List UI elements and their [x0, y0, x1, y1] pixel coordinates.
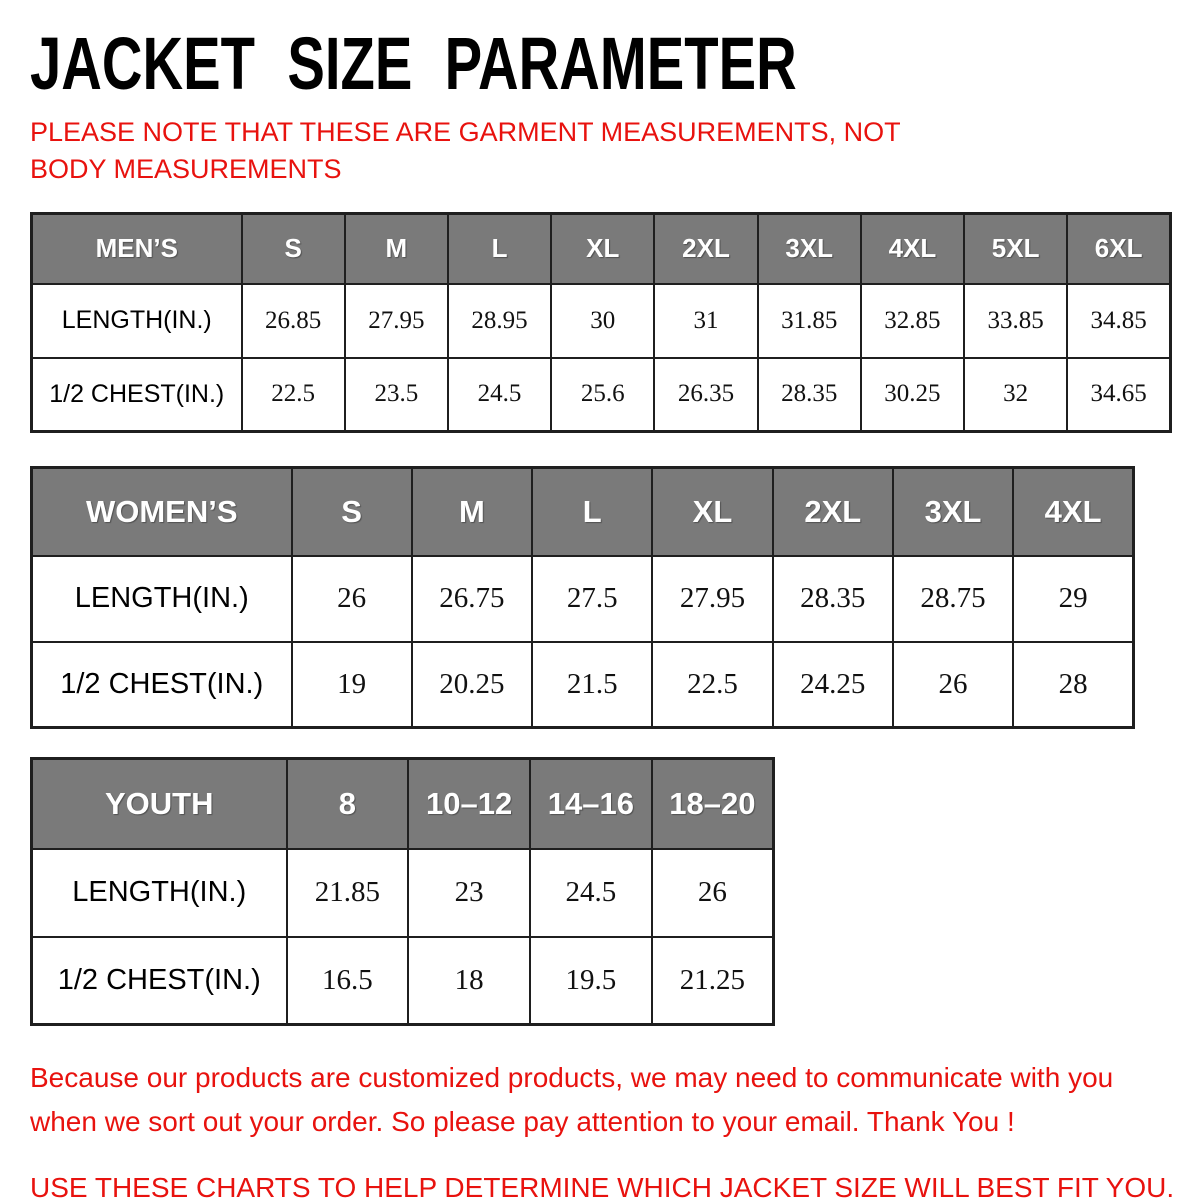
measurement-value-cell: 26	[292, 556, 412, 642]
size-column-header: S	[292, 468, 412, 556]
measurement-value-cell: 34.65	[1067, 358, 1170, 432]
measurement-value-cell: 31	[654, 284, 757, 358]
size-column-header: 5XL	[964, 214, 1067, 284]
measurement-value-cell: 27.95	[652, 556, 772, 642]
customization-note: Because our products are customized products, we may need to communicate with you when we sort out your order. So please pay attention to your email. Thank You !	[30, 1062, 1114, 1137]
measurement-value-cell: 33.85	[964, 284, 1067, 358]
size-column-header: M	[412, 468, 532, 556]
measurement-value-cell: 24.5	[448, 358, 551, 432]
measurement-value-cell: 28.35	[773, 556, 893, 642]
size-column-header: 18–20	[652, 759, 774, 849]
size-table-mens	[30, 212, 1172, 433]
table-title-cell: YOUTH	[32, 759, 287, 849]
measurement-value-cell: 19	[292, 642, 412, 728]
measurement-row-label: 1/2 CHEST(IN.)	[32, 642, 292, 728]
measurement-value-cell: 34.85	[1067, 284, 1170, 358]
measurement-value-cell: 27.5	[532, 556, 652, 642]
measurement-value-cell: 27.95	[345, 284, 448, 358]
measurement-value-cell: 26	[652, 849, 774, 937]
measurement-value-cell: 29	[1013, 556, 1133, 642]
measurement-value-cell: 24.5	[530, 849, 652, 937]
measurement-row	[32, 937, 774, 1025]
measurement-value-cell: 21.85	[287, 849, 409, 937]
page-title: JACKET SIZE PARAMETER	[30, 22, 797, 105]
measurement-row	[32, 556, 1134, 642]
size-column-header: 2XL	[773, 468, 893, 556]
measurement-row	[32, 849, 774, 937]
size-column-header: L	[532, 468, 652, 556]
measurement-value-cell: 24.25	[773, 642, 893, 728]
measurement-value-cell: 25.6	[551, 358, 654, 432]
measurement-value-cell: 28.35	[758, 358, 861, 432]
measurement-value-cell: 21.25	[652, 937, 774, 1025]
measurement-value-cell: 28	[1013, 642, 1133, 728]
size-column-header: 3XL	[758, 214, 861, 284]
measurement-value-cell: 26.85	[242, 284, 345, 358]
measurement-value-cell: 22.5	[652, 642, 772, 728]
measurement-value-cell: 19.5	[530, 937, 652, 1025]
size-column-header: 8	[287, 759, 409, 849]
measurement-row-label: 1/2 CHEST(IN.)	[32, 937, 287, 1025]
table-header-row	[32, 759, 774, 849]
measurement-row	[32, 358, 1171, 432]
measurement-value-cell: 28.75	[893, 556, 1013, 642]
measurement-value-cell: 18	[408, 937, 530, 1025]
measurement-value-cell: 28.95	[448, 284, 551, 358]
size-column-header: M	[345, 214, 448, 284]
size-table-youth	[30, 757, 775, 1026]
size-table-womens	[30, 466, 1135, 729]
size-column-header: 3XL	[893, 468, 1013, 556]
table-header-row	[32, 214, 1171, 284]
measurement-row-label: LENGTH(IN.)	[32, 849, 287, 937]
measurement-row-label: LENGTH(IN.)	[32, 556, 292, 642]
size-column-header: 4XL	[1013, 468, 1133, 556]
measurement-value-cell: 22.5	[242, 358, 345, 432]
measurement-value-cell: 23.5	[345, 358, 448, 432]
measurement-value-cell: 16.5	[287, 937, 409, 1025]
size-column-header: L	[448, 214, 551, 284]
size-column-header: 6XL	[1067, 214, 1170, 284]
fit-advice-note: USE THESE CHARTS TO HELP DETERMINE WHICH JACKET SIZE WILL BEST FIT YOU.	[30, 1172, 1175, 1200]
measurement-value-cell: 30.25	[861, 358, 964, 432]
size-column-header: 14–16	[530, 759, 652, 849]
measurement-value-cell: 30	[551, 284, 654, 358]
measurement-value-cell: 26.75	[412, 556, 532, 642]
size-column-header: 4XL	[861, 214, 964, 284]
size-column-header: 2XL	[654, 214, 757, 284]
table-header-row	[32, 468, 1134, 556]
measurement-value-cell: 20.25	[412, 642, 532, 728]
table-title-cell: MEN’S	[32, 214, 242, 284]
size-tables-container	[30, 212, 1172, 1026]
measurement-value-cell: 21.5	[532, 642, 652, 728]
measurement-row-label: LENGTH(IN.)	[32, 284, 242, 358]
size-column-header: XL	[652, 468, 772, 556]
measurement-value-cell: 23	[408, 849, 530, 937]
size-column-header: S	[242, 214, 345, 284]
measurement-value-cell: 26	[893, 642, 1013, 728]
garment-measurement-note: PLEASE NOTE THAT THESE ARE GARMENT MEASUREMENTS, NOT BODY MEASUREMENTS	[30, 117, 901, 184]
table-title-cell: WOMEN’S	[32, 468, 292, 556]
measurement-value-cell: 32	[964, 358, 1067, 432]
measurement-value-cell: 32.85	[861, 284, 964, 358]
size-column-header: XL	[551, 214, 654, 284]
measurement-row-label: 1/2 CHEST(IN.)	[32, 358, 242, 432]
measurement-value-cell: 31.85	[758, 284, 861, 358]
measurement-row	[32, 642, 1134, 728]
size-column-header: 10–12	[408, 759, 530, 849]
measurement-value-cell: 26.35	[654, 358, 757, 432]
measurement-row	[32, 284, 1171, 358]
